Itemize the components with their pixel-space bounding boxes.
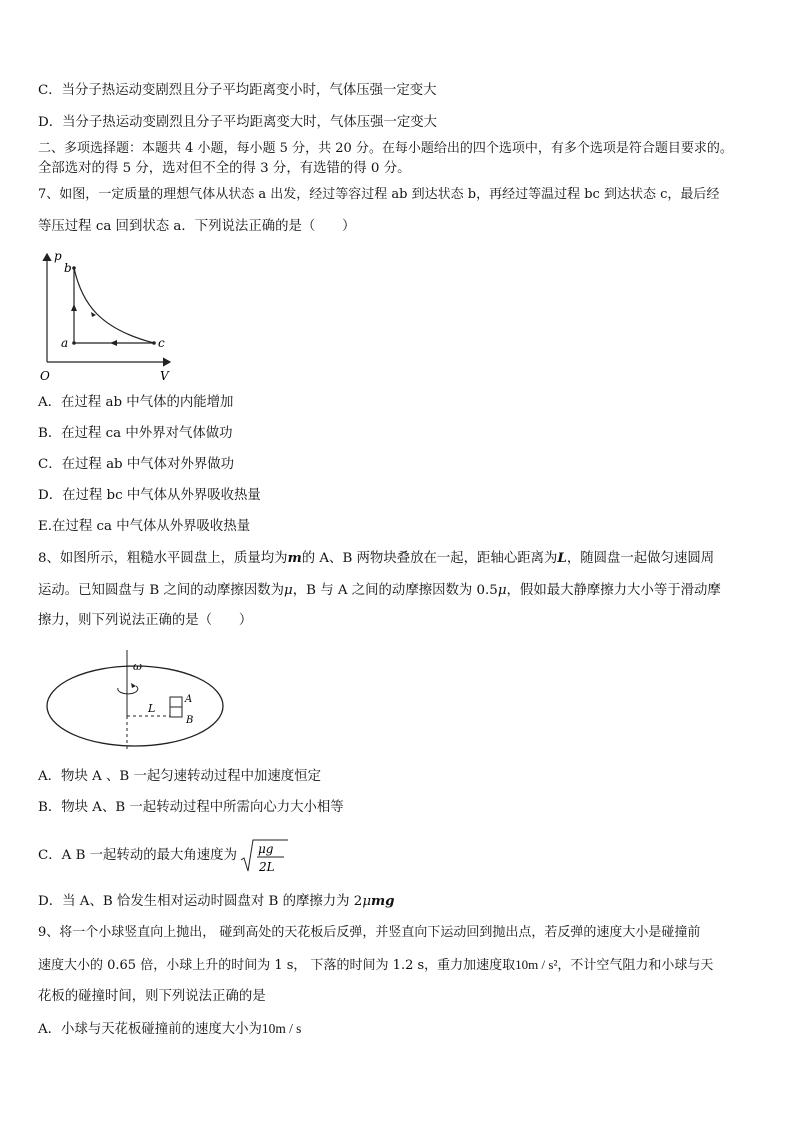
p-axis-label: p: [54, 249, 62, 263]
question7-option-d: D．在过程 bc 中气体从外界吸收热量: [38, 488, 261, 503]
label-b: b: [64, 261, 72, 275]
question8-stem-line1: 8、如图所示，粗糙水平圆盘上，质量均为m的 A、B 两物块叠放在一起，距轴心距离为L，随圆盘一起做匀速圆周: [38, 550, 715, 566]
question7-stem-line1: 7、如图，一定质量的理想气体从状态 a 出发，经过等容过程 ab 到达状态 b，再经过等温过程 bc 到达状态 c，最后经: [38, 187, 720, 202]
pv-diagram: [30, 244, 180, 388]
fraction-denominator: 2L: [259, 860, 275, 874]
block-b-label: B: [186, 715, 194, 726]
fraction-numerator: μg: [258, 842, 274, 856]
question7-option-e: E.在过程 ca 中气体从外界吸收热量: [38, 519, 251, 534]
question7-option-b: B．在过程 ca 中外界对气体做功: [38, 426, 233, 441]
rotation-arrowhead: [131, 683, 136, 688]
origin-label: O: [40, 369, 50, 383]
label-c: c: [158, 336, 165, 350]
arrow-ca: [110, 340, 117, 346]
question8-option-d: D．当 A、B 恰发生相对运动时圆盘对 B 的摩擦力为 2μmg: [38, 893, 395, 909]
point-b: [72, 266, 76, 270]
question9-stem-line1: 9、将一个小球竖直向上抛出， 碰到高处的天花板后反弹，并竖直向下运动回到抛出点，若反弹的速度大小是碰撞前: [38, 925, 701, 940]
section2-instructions-line1: 二、多项选择题：本题共 4 小题，每小题 5 分，共 20 分。在每小题给出的四个选项中，有多个选项是符合题目要求的。: [38, 141, 733, 156]
block-b: [170, 707, 182, 717]
question8-stem-line2: 运动。已知圆盘与 B 之间的动摩擦因数为μ，B 与 A 之间的动摩擦因数为 0.5μ，假如最大静摩擦力大小等于滑动摩: [38, 583, 721, 598]
option-d-q6: D．当分子热运动变剧烈且分子平均距离变大时，气体压强一定变大: [38, 115, 438, 130]
option-c-q6: C．当分子热运动变剧烈且分子平均距离变小时，气体压强一定变大: [38, 83, 437, 98]
question9-option-a: A．小球与天花板碰撞前的速度大小为10m / s: [38, 1021, 302, 1037]
question7-option-c: C．在过程 ab 中气体对外界做功: [38, 457, 235, 472]
block-a: [170, 697, 182, 707]
point-a: [72, 341, 76, 345]
section2-instructions-line2: 全部选对的得 5 分，选对但不全的得 3 分，有选错的得 0 分。: [38, 161, 411, 176]
label-a: a: [61, 336, 69, 350]
question9-stem-line3: 花板的碰撞时间，则下列说法正确的是: [38, 989, 266, 1004]
rotating-disk-figure: [40, 646, 230, 758]
rotation-arrow: [118, 686, 138, 694]
process-bc: [74, 268, 154, 343]
question7-stem-line2: 等压过程 ca 回到状态 a．下列说法正确的是（ ）: [38, 219, 356, 234]
point-c: [152, 341, 156, 345]
omega-label: ω: [133, 660, 142, 673]
disk-outline: [47, 666, 223, 746]
question8-option-c: C．A B 一起转动的最大角速度为 μg 2L: [38, 838, 758, 876]
question9-stem-line2: 速度大小的 0.65 倍，小球上升的时间为 1 s， 下落的时间为 1.2 s，重力加速度取10m / s²，不计空气阻力和小球与天: [38, 957, 714, 973]
question7-option-a: A．在过程 ab 中气体的内能增加: [38, 395, 234, 410]
question8-option-b: B．物块 A、B 一起转动过程中所需向心力大小相等: [38, 800, 344, 815]
v-axis-label: V: [160, 369, 169, 383]
sqrt-fraction: [240, 838, 290, 876]
question8-stem-line3: 擦力，则下列说法正确的是（ ）: [38, 613, 253, 628]
radius-label: L: [148, 702, 156, 715]
block-a-label: A: [185, 694, 193, 705]
question8-option-a: A．物块 A 、B 一起匀速转动过程中加速度恒定: [38, 769, 321, 784]
arrow-ab: [71, 304, 77, 311]
